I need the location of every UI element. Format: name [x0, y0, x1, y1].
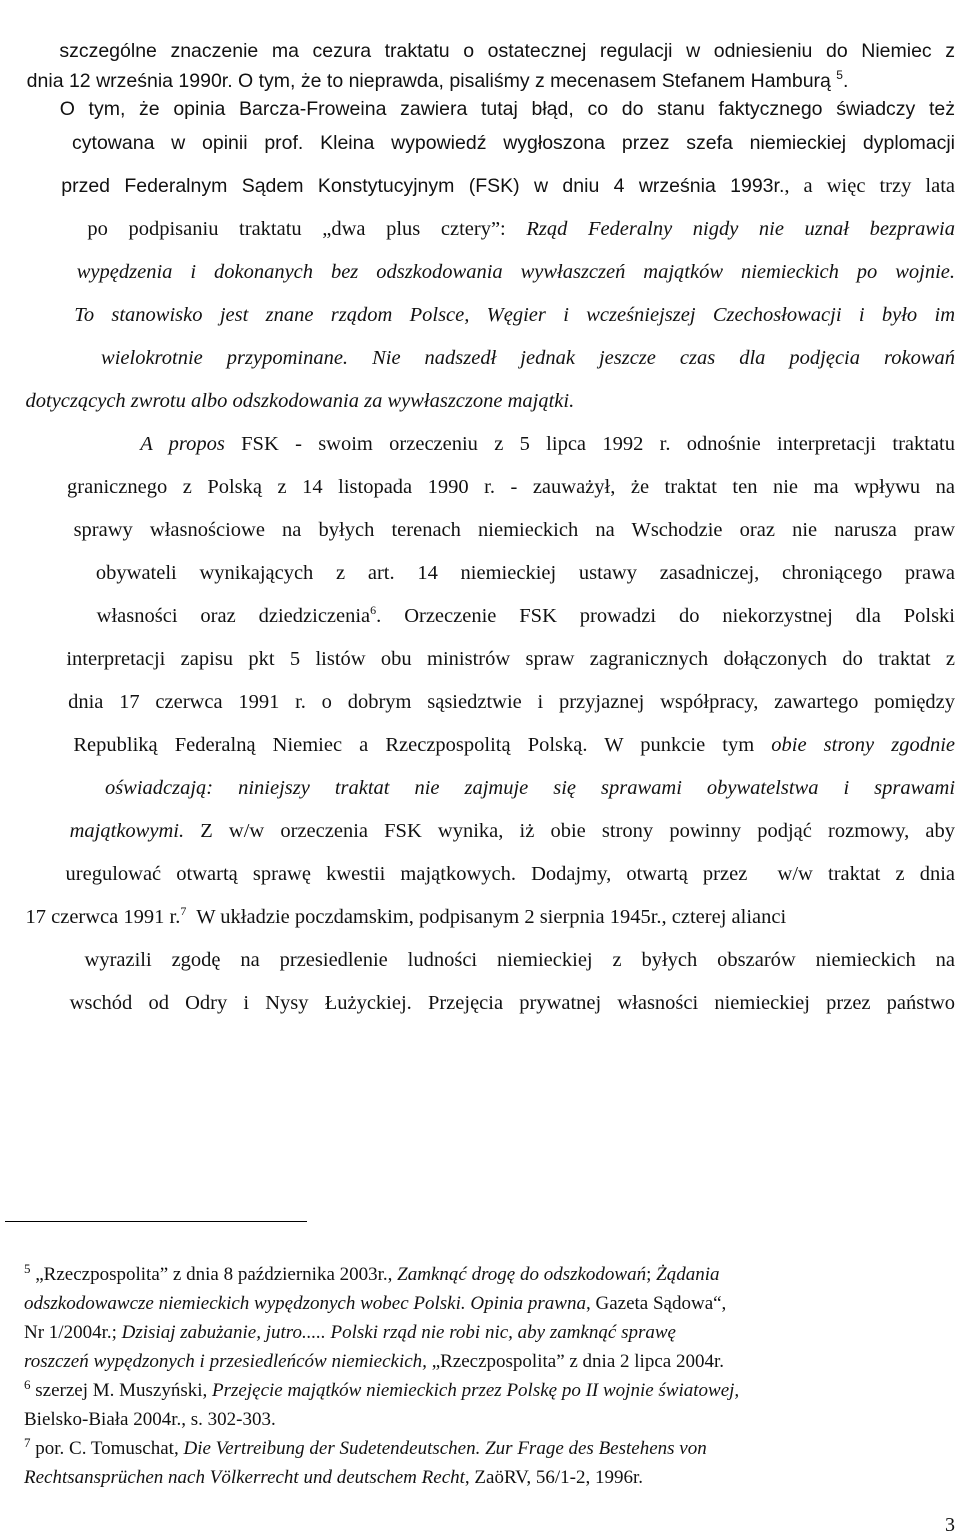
text-run-italic: Rząd Federalny nigdy nie uznał bezprawia — [526, 218, 956, 240]
footnote-6-line-1 — [5, 1352, 955, 1401]
body-line-14 — [5, 528, 955, 584]
body-line-20 — [5, 786, 956, 842]
text-run-italic: Zamknąć drogę do odszkodowań — [397, 1264, 647, 1285]
text-run: 17 czerwca 1991 r. — [25, 906, 181, 928]
footnote-5-line-1 — [5, 1236, 955, 1285]
text-run: granicznego z Polską z 14 listopada 1990 r. - zauważył, że traktat ten nie ma wpływu na — [67, 476, 955, 498]
text-run-italic: Die Vertreibung der Sudetendeutschen. Zur Frage des Bestehens von — [183, 1438, 707, 1459]
text-run: cytowana w opinii prof. Kleina wypowiedź wygłoszona przez szefa niemieckiej dyplomacji — [72, 132, 955, 154]
text-run: szerzej M. Muszyński, — [30, 1380, 213, 1401]
footnote-7-line-1 — [5, 1410, 955, 1459]
text-run: . Orzeczenie FSK prowadzi do niekorzystnej dla Polski — [376, 605, 955, 627]
text-run: „Rzeczpospolita” z dnia 2 lipca 2004r. — [426, 1351, 724, 1372]
body-line-7 — [5, 227, 955, 283]
body-line-12 — [5, 442, 955, 498]
text-run: por. C. Tomuschat, — [30, 1438, 184, 1459]
text-run-italic: odszkodowawcze niemieckich wypędzonych wobec Polski. Opinia prawna — [24, 1293, 586, 1314]
body-line-17 — [5, 657, 956, 713]
text-run: Republiką Federalną Niemiec a Rzeczpospolitą Polską. W punkcie tym — [73, 734, 772, 756]
body-line-23 — [5, 915, 956, 971]
footnote-5-line-3 — [5, 1294, 955, 1343]
body-line-8 — [5, 270, 955, 326]
text-run: obywateli wynikających z art. 14 niemieckiej ustawy zasadniczej, chroniącego prawa — [95, 562, 955, 584]
text-run-italic: majątkowymi. — [69, 820, 185, 842]
page-number: 3 — [945, 1514, 955, 1536]
text-run-italic: dotyczących zwrotu albo odszkodowania za wywłaszczone majątki. — [25, 390, 575, 412]
footnote-5-line-2 — [5, 1265, 955, 1314]
text-run-italic: wielokrotnie przypominane. — [101, 347, 349, 369]
text-run-italic: Żądania — [656, 1264, 720, 1285]
text-run: wschód od Odry i Nysy Łużyckiej. Przejęcia prywatnej własności niemieckiej przez państwo — [69, 992, 956, 1014]
body-line-3 — [5, 64, 955, 120]
text-run: , a więc trzy lata — [784, 175, 955, 197]
text-run: uregulować otwartą sprawę kwestii majątkowych. Dodajmy, otwartą przez w/w traktat z dnia — [65, 863, 956, 885]
text-run-italic: obie strony zgodnie — [771, 734, 956, 756]
footnote-number-5: 5 — [24, 1261, 31, 1276]
body-line-22 — [5, 872, 955, 928]
text-run: własności oraz dziedziczenia — [96, 605, 371, 627]
text-run-italic: Rechtsansprüchen nach Völkerrecht und deutschem Recht — [24, 1467, 465, 1488]
footnote-6-line-2 — [5, 1381, 955, 1430]
text-run: sprawy własnościowe na byłych terenach niemieckich na Wschodzie oraz nie narusza praw — [73, 519, 955, 541]
body-line-15 — [5, 571, 955, 627]
footnote-7-line-2 — [5, 1439, 955, 1488]
footnote-number-6: 6 — [24, 1377, 31, 1392]
text-run: Nr 1/2004r.; — [24, 1322, 122, 1343]
body-line-13 — [5, 485, 955, 541]
body-line-10 — [5, 356, 955, 412]
text-run: interpretacji zapisu pkt 5 listów obu ministrów spraw zagranicznych dołączonych do traktat z — [66, 648, 956, 670]
body-line-4 — [5, 98, 955, 154]
body-line-21 — [5, 829, 956, 885]
text-run: ; — [646, 1264, 657, 1285]
text-run-italic: Dzisiaj zabużanie, jutro..... Polski rząd nie robi nic, aby zamknąć sprawę — [121, 1322, 676, 1343]
text-run: przed Federalnym Sądem Konstytucyjnym (FSK) w dniu 4 września 1993r. — [61, 175, 785, 197]
body-line-19 — [5, 743, 956, 799]
footnote-number-7: 7 — [24, 1435, 31, 1450]
body-line-6 — [5, 184, 956, 240]
body-line-2 — [5, 36, 955, 92]
text-run: „Rzeczpospolita” z dnia 8 października 2003r., — [30, 1264, 398, 1285]
body-line-11 — [75, 399, 955, 455]
text-run-italic: Nie nadszedł jednak jeszcze czas dla podjęcia rokowań — [348, 347, 956, 369]
text-run: po podpisaniu traktatu „dwa plus cztery”: — [87, 218, 527, 240]
footnote-ref-5[interactable]: 5 — [836, 68, 843, 82]
body-line-24 — [5, 958, 956, 1014]
text-run: Z w/w orzeczenia FSK wynika, iż obie strony powinny podjąć rozmowy, aby — [184, 820, 956, 842]
text-run: W układzie poczdamskim, podpisanym 2 sierpnia 1945r., czterej alianci — [186, 906, 787, 928]
text-run: szczególne znaczenie ma cezura traktatu o ostatecznej regulacji w odniesieniu do Niemiec z — [59, 40, 956, 62]
footnote-ref-7[interactable]: 7 — [180, 904, 187, 918]
text-run: wyrazili zgodę na przesiedlenie ludności niemieckiej z byłych obszarów niemieckich na — [84, 949, 956, 971]
footnote-separator — [5, 1221, 307, 1222]
footnote-5-line-4 — [5, 1323, 955, 1372]
text-run: , Gazeta Sądowa“, — [585, 1293, 727, 1314]
body-line-16 — [5, 614, 956, 670]
text-run: FSK - swoim orzeczeniu z 5 lipca 1992 r. odnośnie interpretacji traktatu — [224, 433, 955, 455]
body-line-18 — [5, 700, 956, 756]
footnote-ref-6[interactable]: 6 — [370, 603, 377, 617]
text-run-italic: wypędzenia i dokonanych bez odszkodowania wywłaszczeń majątków niemieckich po wojnie. — [76, 261, 955, 283]
text-run: O tym, że opinia Barcza-Froweina zawiera tutaj błąd, co do stanu faktycznego świadczy też — [59, 98, 955, 120]
text-run: dnia 12 września 1990r. O tym, że to nieprawda, pisaliśmy z mecenasem Stefanem Hamburą — [26, 70, 837, 92]
text-run: Bielsko-Biała 2004r., s. 302-303. — [24, 1409, 276, 1430]
body-line-1 — [5, 6, 956, 62]
text-run-italic: oświadczają: niniejszy traktat nie zajmuje się sprawami obywatelstwa i sprawami — [104, 777, 956, 799]
body-line-5 — [5, 141, 955, 197]
text-run: dnia 17 czerwca 1991 r. o dobrym sąsiedztwie i przyjaznej współpracy, zawartego pomiędzy — [68, 691, 956, 713]
text-run-italic: Przejęcie majątków niemieckich przez Polskę po II wojnie światowej, — [212, 1380, 740, 1401]
text-run-italic: roszczeń wypędzonych i przesiedleńców niemieckich, — [24, 1351, 427, 1372]
text-run-italic: To stanowisko jest znane rządom Polsce, Węgier i wcześniejszej Czechosłowacji i było im — [74, 304, 955, 326]
text-run: , ZaöRV, 56/1-2, 1996r. — [464, 1467, 644, 1488]
text-run-italic: A propos — [140, 433, 225, 455]
body-line-9 — [5, 313, 956, 369]
text-run: . — [842, 70, 849, 92]
